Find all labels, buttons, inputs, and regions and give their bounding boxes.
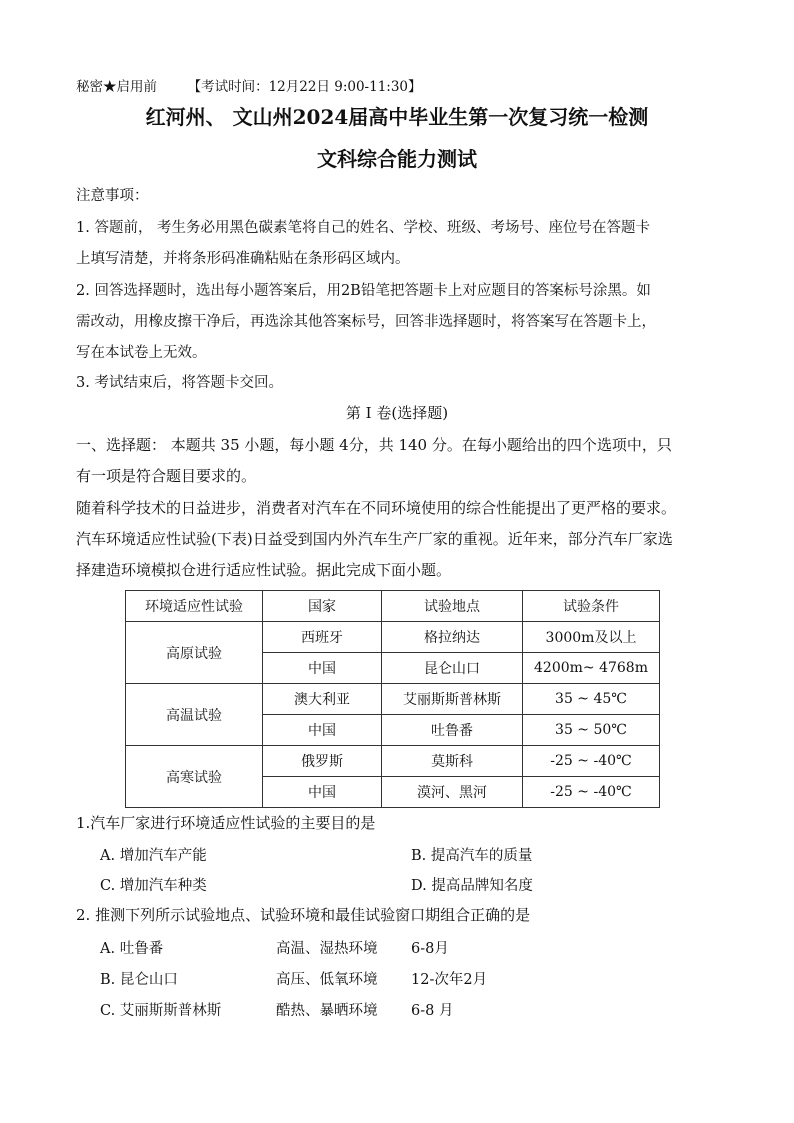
notes-line: 2. 回答选择题时，选出每小题答案后，用2B铅笔把答题卡上对应题目的答案标号涂黑。如: [76, 283, 651, 299]
table-header: 国家: [263, 591, 382, 622]
notes-heading: 注意事项：: [76, 188, 149, 204]
question-2-stem: 2. 推测下列所示试验地点、试验环境和最佳试验窗口期组合正确的是: [76, 906, 531, 924]
q2-option-a[interactable]: [100, 937, 163, 958]
q2-option-b-window: 12-次年2月: [411, 972, 488, 988]
location-cell: 艾丽斯斯普林斯: [382, 684, 523, 715]
table-header: 环境适应性试验: [126, 591, 263, 622]
condition-cell: 35 ~ 45℃: [523, 684, 660, 715]
q1-option-a[interactable]: A. 增加汽车产能: [100, 848, 207, 864]
condition-cell: 35 ~ 50℃: [523, 715, 660, 746]
table-row: [126, 746, 660, 777]
q1-option-d[interactable]: D. 提高品牌知名度: [411, 878, 533, 894]
q2-option-b-env: 高压、低氧环境: [276, 972, 378, 988]
location-cell: 吐鲁番: [382, 715, 523, 746]
exam-subtitle: 文科综合能力测试: [317, 147, 477, 171]
q2-option-a-env: 高温、湿热环境: [276, 941, 378, 957]
section-instructions: 有一项是符合题目要求的。: [76, 467, 257, 485]
q2-option-b[interactable]: [100, 968, 178, 989]
passage-line: 随着科学技术的日益进步，消费者对汽车在不同环境使用的综合性能提出了更严格的要求。: [76, 499, 677, 517]
q2-option-c-env: 酷热、暴晒环境: [276, 1003, 378, 1019]
q2-option-c-window: 6-8 月: [411, 1003, 454, 1019]
passage-line: 汽车环境适应性试验(下表)日益受到国内外汽车生产厂家的重视。近年来，部分汽车厂家选: [76, 530, 673, 548]
table-header: 试验条件: [523, 591, 660, 622]
country-cell: 中国: [263, 653, 382, 684]
location-cell: 昆仑山口: [382, 653, 523, 684]
passage-line: 择建造环境模拟仓进行适应性试验。据此完成下面小题。: [76, 561, 452, 579]
table-row: [126, 684, 660, 715]
notes-line: 1. 答题前， 考生务必用黑色碳素笔将自己的姓名、学校、班级、考场号、座位号在答题卡: [76, 220, 651, 236]
condition-cell: 4200m~ 4768m: [523, 653, 660, 684]
q1-option-c[interactable]: C. 增加汽车种类: [100, 878, 207, 894]
section-title: 第 I 卷(选择题): [345, 404, 449, 422]
exam-title: 红河州、 文山州2024届高中毕业生第一次复习统一检测: [145, 105, 649, 129]
condition-cell: -25 ~ -40℃: [523, 746, 660, 777]
country-cell: 中国: [263, 777, 382, 808]
q2-option-a-window: 6-8月: [411, 941, 449, 957]
location-cell: 漠河、黑河: [382, 777, 523, 808]
q1-option-b[interactable]: B. 提高汽车的质量: [411, 848, 533, 864]
condition-cell: 3000m及以上: [523, 622, 660, 653]
header-line: [76, 77, 721, 97]
notes-line: 写在本试卷上无效。: [76, 345, 207, 361]
condition-cell: -25 ~ -40℃: [523, 777, 660, 808]
country-cell: 西班牙: [263, 622, 382, 653]
notes-line: 需改动，用橡皮擦干净后，再选涂其他答案标号，回答非选择题时，将答案写在答题卡上，: [76, 314, 656, 330]
secret-mark: 秘密★启用前: [76, 79, 157, 95]
option-label: A. 吐鲁番: [100, 941, 164, 957]
table-header: 试验地点: [382, 591, 523, 622]
question-1-stem: 1.汽车厂家进行环境适应性试验的主要目的是: [76, 814, 376, 832]
location-cell: 格拉纳达: [382, 622, 523, 653]
q2-option-c[interactable]: [100, 999, 221, 1020]
test-type-cell: 高寒试验: [126, 746, 263, 808]
exam-time: 【考试时间：12月22日 9:00-11:30】: [187, 79, 422, 95]
table-header-row: [126, 591, 660, 622]
option-label: C. 艾丽斯斯普林斯: [100, 1003, 222, 1019]
country-cell: 俄罗斯: [263, 746, 382, 777]
option-label: B. 昆仑山口: [100, 972, 178, 988]
table-row: [126, 622, 660, 653]
environment-test-table: [125, 590, 660, 808]
test-type-cell: 高原试验: [126, 622, 263, 684]
location-cell: 莫斯科: [382, 746, 523, 777]
test-type-cell: 高温试验: [126, 684, 263, 746]
section-instructions: 一、选择题： 本题共 35 小题，每小题 4分，共 140 分。在每小题给出的四个选项中，只: [76, 436, 672, 454]
country-cell: 澳大利亚: [263, 684, 382, 715]
country-cell: 中国: [263, 715, 382, 746]
notes-line: 3. 考试结束后，将答题卡交回。: [76, 375, 283, 391]
notes-line: 上填写清楚，并将条形码准确粘贴在条形码区域内。: [76, 251, 410, 267]
